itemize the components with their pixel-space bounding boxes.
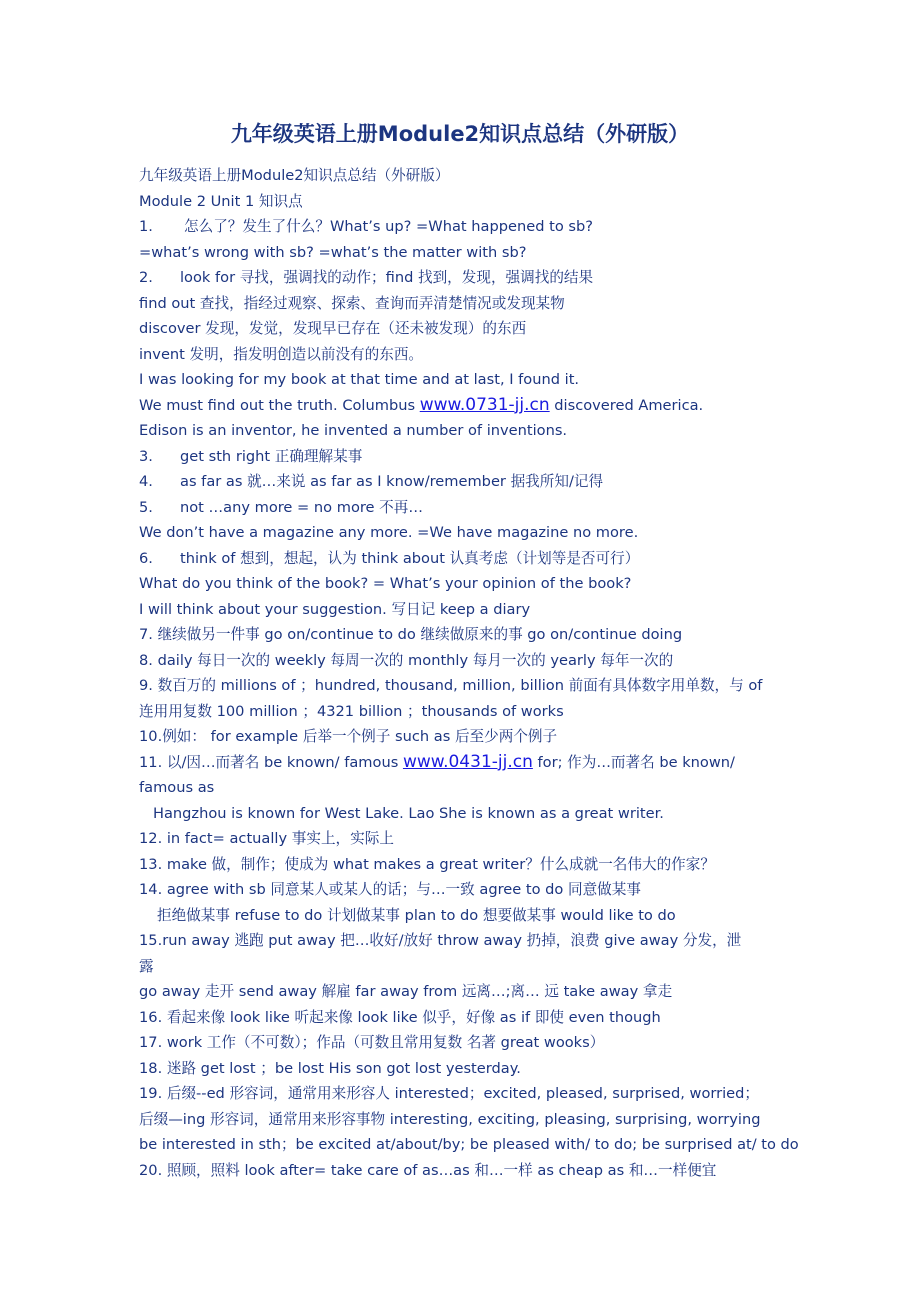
- text-line: Edison is an inventor, he invented a number of inventions.: [139, 422, 568, 439]
- website-link[interactable]: www.0431-jj.cn: [402, 751, 533, 772]
- text-content: not …any more = no more 不再…: [180, 498, 423, 516]
- text-line: [139, 546, 799, 572]
- website-link[interactable]: www.0731-jj.cn: [419, 394, 550, 415]
- text-line: [139, 444, 799, 470]
- document-body: [139, 163, 799, 1183]
- text-line: [139, 393, 799, 419]
- text-line: 12. in fact= actually 事实上，实际上: [139, 830, 394, 847]
- text-line: 九年级英语上册Module2知识点总结（外研版）: [139, 167, 450, 184]
- item-number: 6.: [139, 549, 153, 567]
- text-line: [139, 750, 799, 776]
- text-line: What do you think of the book? = What’s your opinion of the book?: [139, 575, 632, 592]
- text-content: look for 寻找，强调找的动作；find 找到，发现，强调找的结果: [180, 269, 594, 286]
- text-content: 11. 以/因…而著名 be known/ famous: [139, 753, 403, 771]
- item-number: 4.: [139, 473, 153, 490]
- text-line: 8. daily 每日一次的 weekly 每周一次的 monthly 每月一次的 yearly 每年一次的: [139, 651, 674, 669]
- item-number: 1.: [139, 218, 153, 235]
- text-line: 7. 继续做另一件事 go on/continue to do 继续做原来的事 go on/continue doing: [139, 626, 683, 643]
- text-line: 17. work 工作（不可数）；作品（可数且常用复数 名著 great wooks）: [139, 1034, 605, 1051]
- text-line: 18. 迷路 get lost ；be lost His son got lost yesterday.: [139, 1059, 521, 1077]
- text-line: [139, 214, 799, 240]
- text-line: find out 查找，指经过观察、探索、查询而弄清楚情况或发现某物: [139, 294, 565, 312]
- text-content: for; 作为…而著名 be known/: [532, 753, 735, 771]
- text-line: I was looking for my book at that time and at last, I found it.: [139, 371, 580, 388]
- text-line: 9. 数百万的 millions of ；hundred, thousand, million, billion 前面有具体数字用单数，与 of: [139, 677, 763, 694]
- text-line: 拒绝做某事 refuse to do 计划做某事 plan to do 想要做某事 would like to do: [157, 906, 676, 924]
- text-content: We must find out the truth. Columbus: [139, 396, 420, 414]
- text-line: =what’s wrong with sb? =what’s the matter with sb?: [139, 243, 527, 261]
- text-line: Module 2 Unit 1 知识点: [139, 192, 303, 210]
- item-number: 5.: [139, 498, 153, 516]
- text-line: I will think about your suggestion. 写日记 keep a diary: [139, 600, 531, 618]
- text-line: discover 发现，发觉，发现早已存在（还未被发现）的东西: [139, 320, 527, 337]
- text-line: 20. 照顾，照料 look after= take care of as…as 和…一样 as cheap as 和…一样便宜: [139, 1161, 717, 1179]
- text-line: 16. 看起来像 look like 听起来像 look like 似乎，好像 as if 即使 even though: [139, 1008, 661, 1026]
- text-line: invent 发明，指发明创造以前没有的东西。: [139, 345, 424, 363]
- text-line: 10.例如： for example 后举一个例子 such as 后至少两个例子: [139, 728, 558, 745]
- document-title: 九年级英语上册Module2知识点总结（外研版）: [230, 122, 690, 146]
- text-line: 连用用复数 100 million ；4321 billion ；thousands of works: [139, 702, 564, 720]
- text-line: 后缀—ing 形容词，通常用来形容事物 interesting, exciting, pleasing, surprising, worrying: [139, 1110, 761, 1128]
- text-content: get sth right 正确理解某事: [180, 447, 363, 465]
- text-line: famous as: [139, 779, 215, 796]
- text-content: 怎么了？发生了什么？What’s up? =What happened to sb?: [184, 218, 594, 235]
- item-number: 3.: [139, 447, 153, 465]
- text-line: Hangzhou is known for West Lake. Lao She is known as a great writer.: [153, 804, 664, 822]
- text-line: 15.run away 逃跑 put away 把…收好/放好 throw away 扔掉，浪费 give away 分发，泄: [139, 932, 742, 949]
- text-line: 13. make 做，制作；使成为 what makes a great writer？什么成就一名伟大的作家？: [139, 855, 715, 873]
- text-line: go away 走开 send away 解雇 far away from 远离…;离… 远 take away 拿走: [139, 983, 673, 1000]
- text-line: [139, 495, 799, 521]
- text-content: as far as 就…来说 as far as I know/remember 据我所知/记得: [180, 473, 604, 490]
- text-line: [139, 469, 799, 495]
- item-number: 2.: [139, 269, 153, 286]
- text-line: [139, 265, 799, 291]
- text-line: be interested in sth；be excited at/about/by; be pleased with/ to do; be surprised at/ to do: [139, 1136, 799, 1153]
- text-content: think of 想到，想起，认为 think about 认真考虑（计划等是否可行）: [180, 549, 640, 567]
- text-line: 露: [139, 957, 154, 975]
- text-line: We don’t have a magazine any more. =We have magazine no more.: [139, 524, 639, 541]
- text-content: discovered America.: [549, 396, 704, 414]
- text-line: 14. agree with sb 同意某人或某人的话；与…一致 agree to do 同意做某事: [139, 881, 641, 898]
- text-line: 19. 后缀--ed 形容词，通常用来形容人 interested；excited, pleased, surprised, worried；: [139, 1085, 760, 1102]
